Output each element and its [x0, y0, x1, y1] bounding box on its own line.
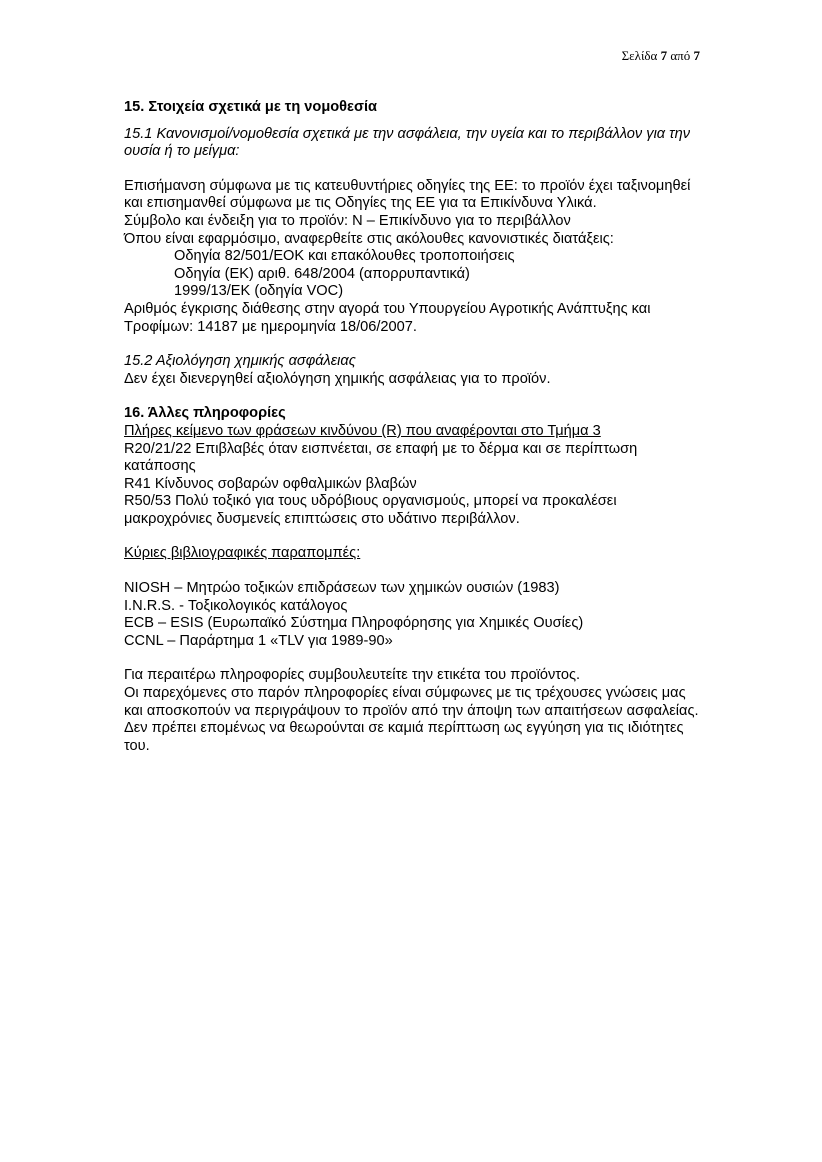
reference-item: ECB – ESIS (Ευρωπαϊκό Σύστημα Πληροφόρησης για Χημικές Ουσίες) — [124, 615, 584, 632]
page-number — [560, 48, 700, 64]
document-body — [124, 99, 704, 755]
current-page: 7 — [660, 48, 668, 63]
section-15-1-title: 15.1 Κανονισμοί/νομοθεσία σχετικά με την ασφάλεια, την υγεία και το περιβάλλον για την ουσία ή το μείγμα: — [124, 125, 691, 160]
section-15-2-title: 15.2 Αξιολόγηση χημικής ασφάλειας — [124, 353, 356, 370]
disclaimer-text: Οι παρεχόμενες στο παρόν πληροφορίες είναι σύμφωνες με τις τρέχουσες γνώσεις μας και αποσκοπούν να περιγράψουν το προϊόν από την άποψη των απαιτήσεων ασφαλείας. Δεν πρέπει επομένως να θεωρούνται σε καμιά περίπτωση ως εγγύηση για τις ιδιότητες του. — [124, 685, 699, 754]
reference-item: NIOSH – Μητρώο τοξικών επιδράσεων των χημικών ουσιών (1983) — [124, 580, 560, 597]
page-prefix: Σελίδα — [621, 48, 658, 63]
directive-item: 1999/13/ΕΚ (οδηγία VOC) — [174, 283, 344, 300]
r-phrase-item: R20/21/22 Επιβλαβές όταν εισπνέεται, σε επαφή με το δέρμα και σε περίπτωση κατάποσης — [124, 440, 638, 475]
section-15-2-text: Δεν έχει διενεργηθεί αξιολόγηση χημικής ασφάλειας για το προϊόν. — [124, 370, 551, 387]
section-15-title: 15. Στοιχεία σχετικά με τη νομοθεσία — [124, 99, 377, 115]
r-phrase-item: R41 Κίνδυνος σοβαρών οφθαλμικών βλαβών — [124, 475, 417, 492]
directive-item: Οδηγία 82/501/ΕΟΚ και επακόλουθες τροποποιήσεις — [174, 248, 515, 265]
symbol-text: Σύμβολο και ένδειξη για το προϊόν: N – Επικίνδυνο για το περιβάλλον — [124, 212, 571, 229]
r-phrases-heading: Πλήρες κείμενο των φράσεων κινδύνου (R) που αναφέρονται στο Τμήμα 3 — [124, 422, 601, 439]
further-info-text: Για περαιτέρω πληροφορίες συμβουλευτείτε την ετικέτα του προϊόντος. — [124, 667, 581, 684]
references-heading: Κύριες βιβλιογραφικές παραπομπές: — [124, 545, 361, 562]
directive-item: Οδηγία (ΕΚ) αριθ. 648/2004 (απορρυπαντικά) — [174, 265, 470, 282]
approval-text: Αριθμός έγκρισης διάθεσης στην αγορά του Υπουργείου Αγροτικής Ανάπτυξης και Τροφίμων: 14187 με ημερομηνία 18/06/2007. — [124, 300, 651, 335]
reference-item: CCNL – Παράρτημα 1 «TLV για 1989-90» — [124, 632, 393, 649]
page-of: από — [670, 48, 691, 63]
section-16-title: 16. Άλλες πληροφορίες — [124, 405, 286, 422]
r-phrase-item: R50/53 Πολύ τοξικό για τους υδρόβιους οργανισμούς, μπορεί να προκαλέσει μακροχρόνιες δυσμενείς επιπτώσεις στο υδάτινο περιβάλλον. — [124, 493, 617, 527]
labeling-text: Επισήμανση σύμφωνα με τις κατευθυντήριες οδηγίες της ΕΕ: το προϊόν έχει ταξινομηθεί και επισημανθεί σύμφωνα με τις Οδηγίες της ΕΕ για τα Επικίνδυνα Υλικά. — [124, 177, 691, 212]
reference-item: I.N.R.S. - Τοξικολογικός κατάλογος — [124, 597, 348, 614]
total-pages: 7 — [693, 48, 700, 63]
applicable-text: Όπου είναι εφαρμόσιμο, αναφερθείτε στις ακόλουθες κανονιστικές διατάξεις: — [124, 230, 614, 247]
